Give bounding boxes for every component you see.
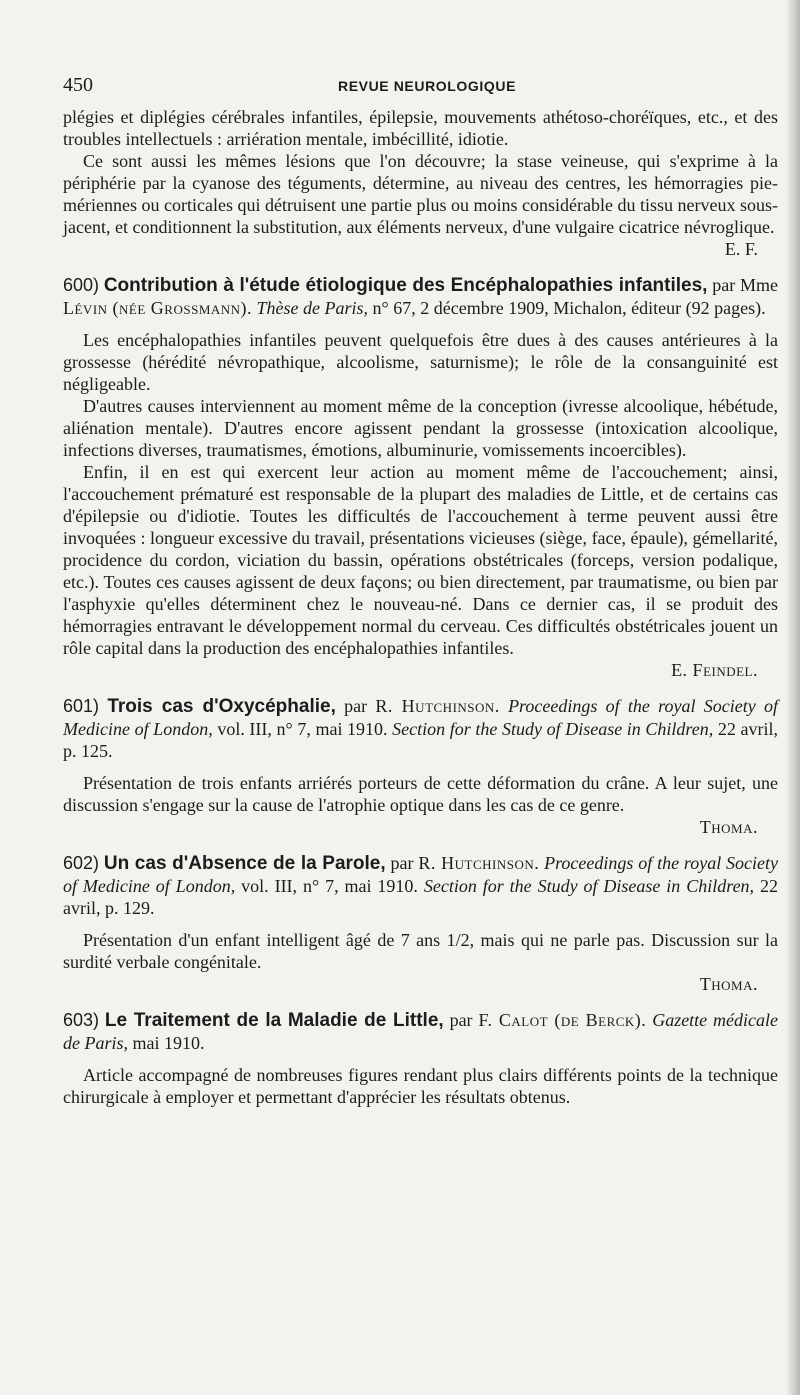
running-title: REVUE NEUROLOGIQUE [338,78,517,94]
paragraph: Article accompagné de nombreuses figures rendant plus clairs différents points de la technique chirurgicale à employer et permettant d'apprécier les résultats obtenus. [63,1065,778,1107]
entry-body [63,772,778,838]
entry-section: Section for the Study of Disease in Children, [417,876,755,896]
paragraph: Enfin, il en est qui exercent leur action au moment même de l'accouchement; ainsi, l'accouchement prématuré est responsable de la plupart des maladies de Little, et de certains cas d'épilepsie ou d'idiotie. Toutes les difficultés de l'accouchement à terme peuvent aussi être invoquées : longueur excessive du travail, présentations vicieuses (siège, face, épaule), gémellarité, procidence du cordon, viciation du bassin, opérations obstétricales (forceps, version podalique, etc.). Toutes ces causes agissent de deux façons; ou bien directement, par traumatisme, ou bien par l'asphyxie qu'elles déterminent chez le nouveau-né. Dans ce dernier cas, il se produit des hémorragies entravant le développement normal du cerveau. Ces difficultés obstétricales jouent un rôle capital dans la production des encéphalopathies infantiles. [63,462,778,658]
page-header [63,66,778,96]
entry-details-2: 22 avril, p. 129. [63,876,778,918]
entry-details-2: 22 avril, p. 125. [63,719,778,761]
page-edge-shadow [786,0,800,1395]
entry-source: Thèse de Paris, [252,298,369,318]
entry-source: Gazette médicale de Paris, [63,1010,779,1053]
by-label: par [443,1010,479,1030]
entry-author: Lévin (née Grossmann). [63,298,253,318]
entry-number: 601) [63,696,100,716]
signature [63,973,778,995]
signature-text: Thoma. [699,817,758,837]
by-label: par [335,696,376,716]
by-label: par Mme [707,275,778,295]
signature-text: E. Feindel. [671,660,758,680]
abstract-entry-600 [63,274,778,681]
by-label: par [385,853,419,873]
entry-source: Proceedings of the royal Society of Medicine of London, [63,853,779,896]
entry-number: 603) [63,1010,100,1030]
entry-details: vol. III, n° 7, mai 1910. [212,719,388,739]
entry-body [63,1064,778,1108]
entry-source: Proceedings of the royal Society of Medicine of London, [63,696,779,739]
entry-body [63,329,778,681]
abstract-entry-601 [63,695,778,838]
entry-number: 602) [63,853,100,873]
journal-page [63,66,778,1108]
entry-heading [63,852,778,919]
paragraph: Les encéphalopathies infantiles peuvent quelquefois être dues à des causes antérieures à la grossesse (hérédité névropathique, alcoolisme, saturnisme); le rôle de la consanguinité est négligeable. [63,330,778,394]
signature: E. F. [724,239,758,259]
paragraph: plégies et diplégies cérébrales infantiles, épilepsie, mouvements athétoso-choréïques, etc., et des troubles intellectuels : arriération mentale, imbécillité, idiotie. [63,107,778,149]
signature [63,816,778,838]
entry-title: Le Traitement de la Maladie de Little, [104,1010,444,1031]
signature [63,659,778,681]
entry-author: R. Hutchinson. [375,696,500,716]
entry-author: R. Hutchinson. [418,853,540,873]
entry-body [63,929,778,995]
entry-title: Un cas d'Absence de la Parole, [103,853,386,874]
entry-details: n° 67, 2 décembre 1909, Michalon, éditeur (92 pages). [368,298,766,318]
continued-abstract [63,106,778,260]
entry-title: Contribution à l'étude étiologique des Encéphalopathies infantiles, [103,275,708,296]
abstract-entry-602 [63,852,778,995]
paragraph: Ce sont aussi les mêmes lésions que l'on découvre; la stase veineuse, qui s'exprime à la périphérie par la cyanose des téguments, détermine, au niveau des centres, les hémorragies pie-mériennes ou corticales qui détruisent une partie plus ou moins considérable du tissu nerveux sous-jacent, et conditionnent la substitution, aux éléments nerveux, d'une vulgaire cicatrice névroglique. [63,151,778,237]
entry-author: F. Calot (de Berck). [478,1010,647,1030]
entry-title: Trois cas d'Oxycéphalie, [107,696,336,717]
entry-heading [63,1009,778,1054]
entry-number: 600) [63,275,100,295]
entry-details: vol. III, n° 7, mai 1910. [235,876,418,896]
entry-heading [63,274,778,319]
paragraph: Présentation de trois enfants arriérés porteurs de cette déformation du crâne. A leur sujet, une discussion s'engage sur la cause de l'atrophie optique dans les cas de ce genre. [63,773,778,815]
paragraph: Présentation d'un enfant intelligent âgé de 7 ans 1/2, mais qui ne parle pas. Discussion sur la surdité verbale congénitale. [63,930,778,972]
entry-section: Section for the Study of Disease in Children, [387,719,714,739]
abstract-entry-603 [63,1009,778,1108]
page-number: 450 [63,74,93,96]
signature-text: Thoma. [699,974,758,994]
paragraph: D'autres causes interviennent au moment même de la conception (ivresse alcoolique, hébétude, aliénation mentale). D'autres encore agissent pendant la grossesse (intoxication alcoolique, infections diverses, traumatismes, émotions, albuminurie, vomissements incoercibles). [63,396,778,460]
entry-heading [63,695,778,762]
entry-details: mai 1910. [128,1033,205,1053]
